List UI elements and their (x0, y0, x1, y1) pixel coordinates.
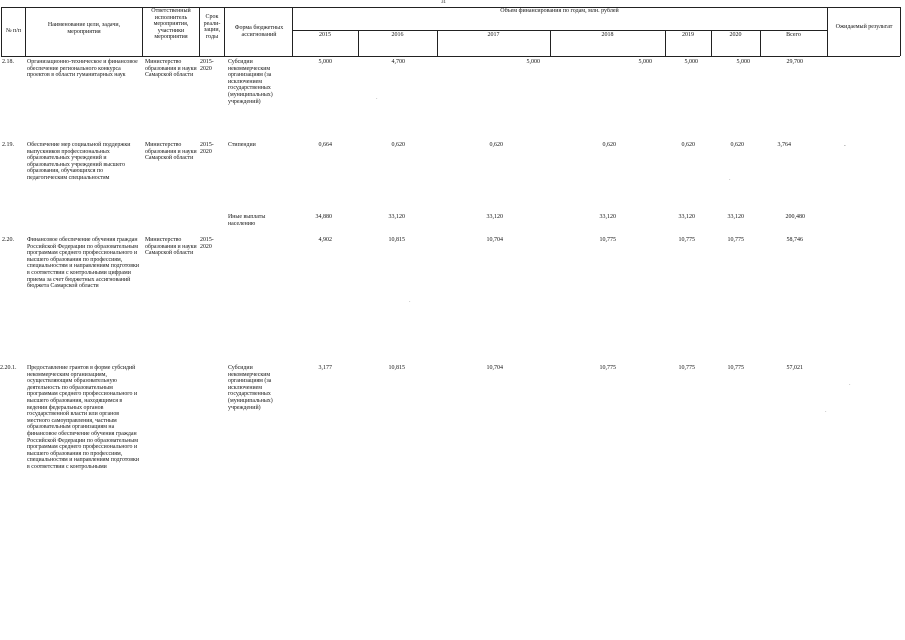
page-number: 31 (441, 0, 446, 5)
value-2019: 10,775 (678, 365, 695, 371)
year-2015: 2015 (319, 32, 331, 38)
value-2018: 33,120 (599, 214, 616, 220)
row-number: 2.20.1. (0, 365, 17, 371)
value-total: 58,746 (786, 237, 803, 243)
header-result: Ожидаемый результат (835, 24, 893, 30)
row-name: Финансовое обеспечение обучения граждан Российской Федерации по образовательным программам среднего профессионального и высшего образования по профессиям, специальностям и направлениям подготовки в соответствии с контрольными цифрами приема за счет бюджетных ассигнований бюджета Самарской области (27, 237, 140, 290)
header-executor: Ответственный исполнитель мероприятия, участники мероприятия (151, 8, 191, 41)
header-num: № п/п (5, 28, 22, 34)
year-2020: 2020 (729, 32, 742, 38)
value-2019: 5,000 (684, 59, 698, 65)
header-years-divider (292, 30, 827, 31)
value-2020: 10,775 (727, 365, 744, 371)
value-2017: 5,000 (526, 59, 540, 65)
value-2016: 10,815 (388, 237, 405, 243)
header-name: Наименование цели, задачи, мероприятия (47, 22, 121, 35)
year-2018: 2018 (601, 32, 614, 38)
row-name: Организационно-техническое и финансовое обеспечение регионального конкурса проектов в области гуманитарных наук (27, 59, 138, 79)
year-2019: 2019 (682, 32, 694, 38)
value-total: 3,764 (777, 142, 791, 148)
row-name: Обеспечение мер социальной поддержки выпускников профессиональных образовательных учреждений и образовательных учреждений высшего образования, обучающихся по педагогическим специальностям (27, 142, 131, 181)
row-number: 2.20. (2, 237, 14, 243)
header-term: Срок реали-зации, годы (203, 14, 221, 40)
value-2015: 0,664 (318, 142, 332, 148)
row-term: 2015-2020 (200, 59, 214, 72)
value-2016: 4,700 (391, 59, 405, 65)
row-executor: Министерство образования и науки Самарской области (145, 237, 197, 257)
row-term: 2015-2020 (200, 237, 214, 250)
header-bottom-border (1, 56, 900, 57)
value-total: 57,021 (786, 365, 803, 371)
row-number: 2.18. (2, 59, 14, 65)
value-2015: 4,902 (318, 237, 332, 243)
row-form: Стипендии (228, 142, 256, 148)
value-2019: 33,120 (678, 214, 695, 220)
value-2017: 0,620 (489, 142, 503, 148)
value-2020: 5,000 (736, 59, 750, 65)
value-2018: 0,620 (602, 142, 616, 148)
value-2019: 0,620 (681, 142, 695, 148)
row-name: Предоставление грантов в форме субсидий некоммерческим организациям, осуществляющим образовательную деятельность по образовательным программам среднего профессионального и высшего образования, находящимся в ведении федеральных органов государственной власти или органов местного самоуправления, частным образовательным организациям на финансовое обеспечение обучения граждан Российской Федерации по образовательным программам среднего профессионального и высшего образования по профессиям, специальностям и направлениям подготовки в соответствии с контрольными (27, 365, 140, 470)
value-2015: 34,880 (315, 214, 332, 220)
row-form: Иные выплаты населению (228, 214, 266, 227)
value-2020: 10,775 (727, 237, 744, 243)
value-2020: 0,620 (730, 142, 744, 148)
header-form: Форма бюджетных ассигнований (234, 25, 284, 38)
header-funding-title: Объем финансирования по годам, млн. рублей (500, 8, 619, 14)
value-2015: 3,177 (318, 365, 332, 371)
row-executor: Министерство образования и науки Самарской области (145, 142, 197, 162)
value-2017: 33,120 (486, 214, 503, 220)
row-term: 2015-2020 (200, 142, 214, 155)
row-form: Субсидии некоммерческим организациям (за исключением государственных (муниципальных) учреждений) (228, 59, 273, 105)
value-2016: 0,620 (391, 142, 405, 148)
year-2017: 2017 (487, 32, 500, 38)
value-2016: 33,120 (388, 214, 405, 220)
year-total: Всего (786, 32, 801, 38)
year-2016: 2016 (391, 32, 404, 38)
value-2017: 10,704 (486, 237, 503, 243)
row-executor: Министерство образования и науки Самарской области (145, 59, 197, 79)
value-total: 200,480 (785, 214, 805, 220)
row-form: Субсидии некоммерческим организациям (за исключением государственных (муниципальных) учреждений) (228, 365, 273, 411)
row-number: 2.19. (2, 142, 14, 148)
value-total: 29,700 (786, 59, 803, 65)
value-2018: 10,775 (599, 237, 616, 243)
value-2018: 10,775 (599, 365, 616, 371)
value-2015: 5,000 (318, 59, 332, 65)
value-2016: 10,815 (388, 365, 405, 371)
value-2020: 33,120 (727, 214, 744, 220)
value-2019: 10,775 (678, 237, 695, 243)
value-2018: 5,000 (638, 59, 652, 65)
value-2017: 10,704 (486, 365, 503, 371)
